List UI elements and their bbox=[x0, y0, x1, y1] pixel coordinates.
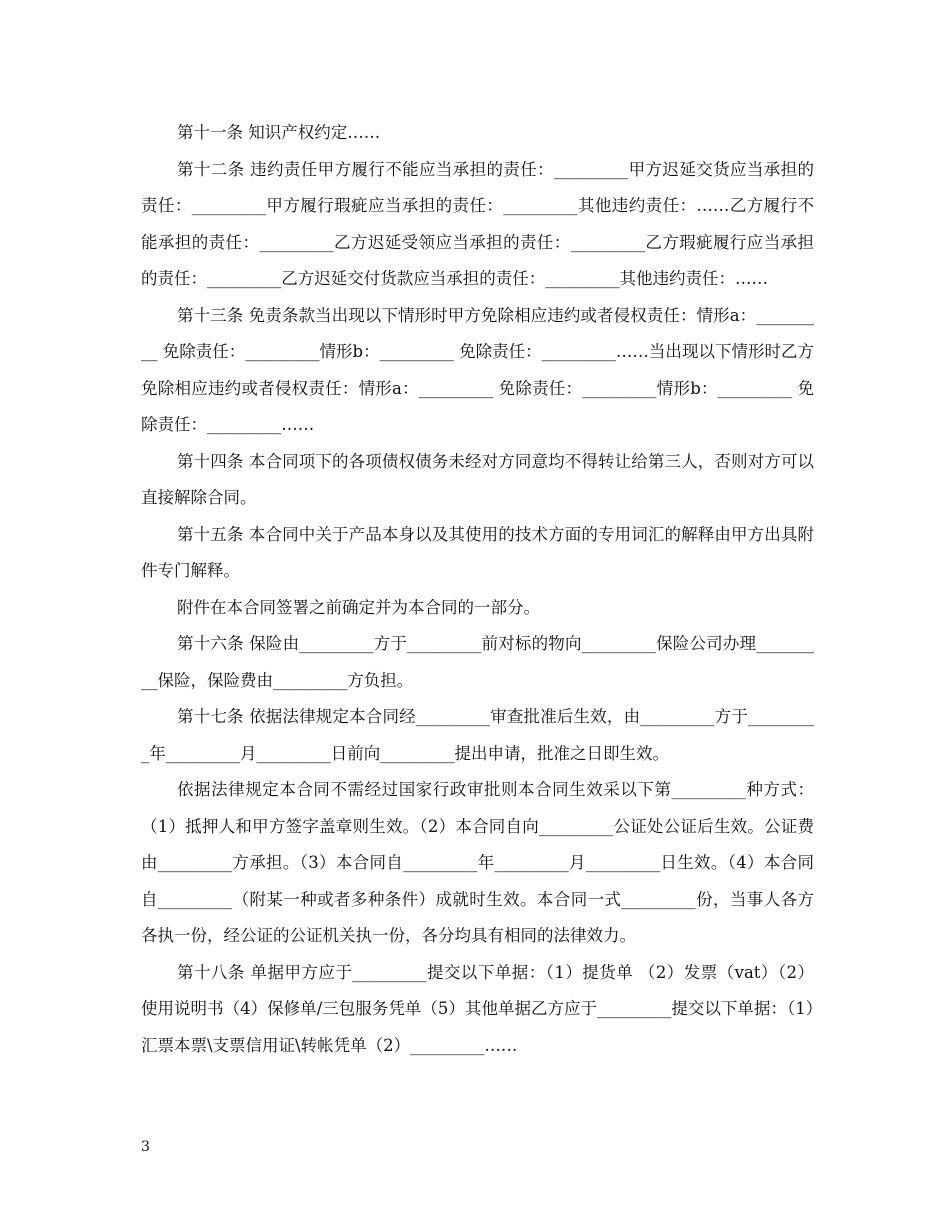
clause-12: 第十二条 违约责任甲方履行不能应当承担的责任：_________甲方迟延交货应当承担的责任：_________甲方履行瑕疵应当承担的责任：_________其他违约责任：……乙方履行不能承担的责任：_________乙方迟延受领应当承担的责任：_________乙方瑕疵履行应当承担的责任：_________乙方迟延交付货款应当承担的责任：_________其他违约责任：…… bbox=[141, 159, 814, 288]
contract-body bbox=[141, 115, 814, 1064]
attachment-note: 附件在本合同签署之前确定并为本合同的一部分。 bbox=[177, 597, 540, 617]
clause-18: 第十八条 单据甲方应于_________提交以下单据：（1）提货单 （2）发票（vat）（2）使用说明书（4）保修单/三包服务凭单（5）其他单据乙方应于_________提交以下单据：（1）汇票本票\支票信用证\转帐凭单（2）_________…… bbox=[141, 962, 814, 1055]
page-number: 3 bbox=[141, 1139, 150, 1155]
clause-16: 第十六条 保险由_________方于_________前对标的物向_________保险公司办理_________保险，保险费由_________方负担。 bbox=[141, 634, 814, 690]
clause-13: 第十三条 免责条款当出现以下情形时甲方免除相应违约或者侵权责任：情形a：_________ 免除责任：_________情形b：_________ 免除责任：_________……当出现以下情形时乙方免除相应违约或者侵权责任：情形a：_________ 免除责任：_________情形b：_________ 免除责任：_________…… bbox=[141, 305, 814, 434]
effectiveness-methods: 依据法律规定本合同不需经过国家行政审批则本合同生效采以下第_________种方式：（1）抵押人和甲方签字盖章则生效。（2）本合同自向_________公证处公证后生效。公证费由_________方承担。（3）本合同自_________年_________月_________日生效。（4）本合同自_________（附某一种或者多种条件）成就时生效。本合同一式_________份，当事人各方各执一份，经公证的公证机关执一份，各分均具有相同的法律效力。 bbox=[141, 780, 814, 945]
clause-14: 第十四条 本合同项下的各项债权债务未经对方同意均不得转让给第三人，否则对方可以直接解除合同。 bbox=[141, 451, 814, 507]
clause-11: 第十一条 知识产权约定…… bbox=[177, 123, 381, 142]
clause-17: 第十七条 依据法律规定本合同经_________审查批准后生效，由_________方于_________年_________月_________日前向_________提出申请，批准之日即生效。 bbox=[141, 707, 814, 763]
clause-15: 第十五条 本合同中关于产品本身以及其使用的技术方面的专用词汇的解释由甲方出具附件专门解释。 bbox=[141, 524, 814, 580]
